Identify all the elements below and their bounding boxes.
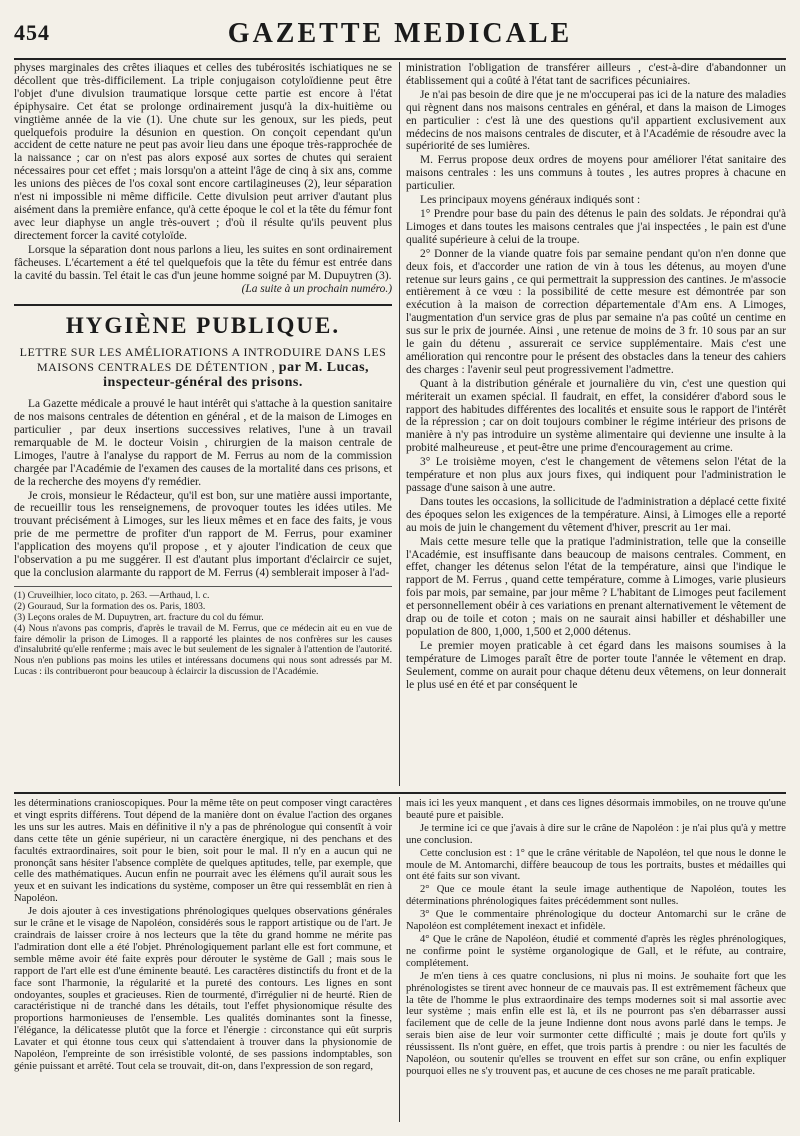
- letter-title: [14, 345, 392, 390]
- footnote: (3) Leçons orales de M. Dupuytren, art. fracture du col du fémur.: [14, 611, 264, 623]
- article-paragraph: 2° Donner de la viande quatre fois par semaine pendant qu'on n'en donne que deux fois, et d'accorder une ration de vin à tous les détenus, au moyen d'une retenue sur leurs gains , ce qui permettrait la suppression des cantines. Je m'associe entièrement à ce vœu : la possibilité de cette mesure est démontrée par son exécution à la maison de correction départementale d'Am ens. A Limoges, l'augmentation d'un service gras de plus par semaine n'a pas coûté un centime en sus sur le prix de journée. Ainsi , une retenue de moins de 3 fr. 10 sous par an sur le gain du détenu , assurerait ce service supplémentaire. Mais c'est une amélioration qui rencontre pour le présent des obstacles dans la teneur des cahiers des charges : l'avenir seul peut progressivement l'admettre.: [406, 247, 786, 376]
- letter-title-role: inspecteur-général des prisons.: [103, 375, 303, 391]
- letter-title-main: LETTRE SUR LES AMÉLIORATIONS A INTRODUIRE DANS LES MAISONS CENTRALES DE DÉTENTION ,: [19, 345, 387, 375]
- footnote: (2) Gouraud, Sur la formation des os. Paris, 1803.: [14, 600, 206, 612]
- page-number: 454: [14, 20, 50, 45]
- article-paragraph: Lorsque la séparation dont nous parlons a lieu, les suites en sont ordinairement fâcheuses. L'écartement a été tel quelquefois que la tête du fémur est entrée dans la cavité du bassin. Tel était le cas d'un jeune homme soigné par M. Dupuytren (3).: [14, 243, 392, 282]
- article-paragraph: Dans toutes les occasions, la sollicitude de l'administration a déplacé cette fixité des époques selon les exigences de la température. Ainsi, à Limoges elle a reporté au mois de juin le changement du vêtement d'hiver, prescrit au 1er mai.: [406, 495, 786, 534]
- article-paragraph: Je n'ai pas besoin de dire que je ne m'occuperai pas ici de la nature des maladies qui règnent dans nos maisons centrales en général, et dans la maison de Limoges en particulier : c'est là une des questions qu'il appartient exclusivement aux médecins de nos maisons centrales de discuter, et à l'Académie de résoudre avec la supériorité de ses lumières.: [406, 88, 786, 153]
- article-paragraph: les déterminations cranioscopiques. Pour la même tête on peut composer vingt caractères et vingt esprits différens. Tout dépend de la manière dont on évalue l'action des organes les uns sur les autres. Mais en définitive il n'y a pas de phrénologue qui consentît à voir dans cette tête un génie supérieur, ni un caractère énergique, ni des penchans et des facultés extraordinaires, soit pour le bien, soit pour le mal. Il n'y en a aucun qui ne prononçât sans hésiter l'absence complète de quelques aptitudes, telle, par exemple, que celle des mathématiques. Aucun enfin ne pourrait avec les élémens qu'il aurait sous les yeux et en suivant les indications du système, composer un être qui ressemblât en rien à Napoléon.: [14, 798, 392, 905]
- upper-right-column: [406, 62, 786, 786]
- lower-column-rule: [399, 797, 400, 1122]
- footnote: (1) Cruveilhier, loco citato, p. 263. —Arthaud, l. c.: [14, 589, 210, 601]
- continued-note: (La suite à un prochain numéro.): [241, 283, 392, 296]
- page-header: [14, 14, 786, 58]
- article-paragraph: 2° Que ce moule étant la seule image authentique de Napoléon, toutes les déterminations phrénologiques faites précédemment sont nulles.: [406, 884, 786, 908]
- article-paragraph: physes marginales des crêtes iliaques et celles des tubérosités ischiatiques ne se décollent que très-difficilement. La triple conjugaison cotyloïdienne peut être l'objet d'une divulsion traumatique lorsque cette partie est encore à l'état épiphysaire. Cet état se prolonge ordinairement jusqu'à la dix-huitième ou vingtième année de la vie (1). Une chute sur les genoux, sur les pieds, peut quelquefois produire la désunion en question. On conçoit cependant qu'un accident de cette nature ne peut pas avoir lieu dans une époque très-rapprochée de la naissance ; car on n'est pas alors exposé aux sortes de chutes qui seraient nécessaires pour cet effet ; mais lorsqu'on a atteint l'âge de cinq à six ans, comme les unions des pièces de l'os coxal sont encore cartilagineuses (2), leur séparation n'est ni impossible ni même difficile. Cette divulsion peut arriver d'autant plus aisément dans la première enfance, qu'à cette époque le col et la tête du fémur font avec leur diaphyse un angle très-ouvert ; d'où il résulte qu'ils peuvent plus directement forcer la cavité cotyloïde.: [14, 62, 392, 242]
- article-paragraph: mais ici les yeux manquent , et dans ces lignes désormais immobiles, on ne trouve qu'une beauté pure et paisible.: [406, 798, 786, 821]
- article-paragraph: Le premier moyen praticable à cet égard dans les maisons soumises à la température de Limoges paraît être de porter toute l'année le vêtement en drap. Seulement, comme on aurait pour chaque détenu deux vêtemens, on leur donnerait le plus usé en été et par conséquent le: [406, 639, 786, 691]
- masthead: GAZETTE MEDICALE: [227, 18, 573, 49]
- lower-right-column: [406, 798, 786, 1122]
- header-rule: [14, 58, 786, 60]
- upper-column-rule: [399, 62, 400, 786]
- article-paragraph: Je termine ici ce que j'avais à dire sur le crâne de Napoléon : je n'ai plus qu'à y mettre une conclusion.: [406, 822, 786, 846]
- letter-title-author: par M. Lucas,: [278, 360, 370, 376]
- article-paragraph: Je dois ajouter à ces investigations phrénologiques quelques observations générales sur le crâne et le visage de Napoléon, considérés sous le rapport artistique ou de l'art. Je craindrais de laisser croire à nos lecteurs que la tête du grand homme ne mérite pas l'admiration dont elle a été l'objet. Phrénologiquement parlant elle est fort commune, et semble même avoir été faite exprès pour dérouter le système de Gall ; mais sous le rapport de l'art elle est d'une éminente beauté. Les caractères distinctifs du front et de la face sont l'harmonie, la régularité et la pureté des contours. Les lignes en sont ondoyantes, souples et gracieuses. Rien de tourmenté, d'irrégulier ni de heurté. Rien de caractéristique ni de tranché dans les détails, tout l'effet physionomique résulte des proportions harmonieuses de l'ensemble. Les qualités dominantes sont la finesse, l'élégance, la délicatesse plutôt que la force et l'énergie : circonstance qui eût surpris Lavater et qui étonne tous ceux qui s'attendaient à trouver dans la physionomie de Napoléon, l'empreinte de son irrésistible volonté, de ses passions indomptables, son génie puissant et arrêté. Tout cela se trouvait, dit-on, dans l'expression de son regard,: [14, 906, 392, 1072]
- article-paragraph: Mais cette mesure telle que la pratique l'administration, telle que la conseille l'Académie, est insuffisante dans beaucoup de maisons centrales. Comment, en effet, changer les détenus selon l'état de la température, ainsi que l'indique le rapport de M. Ferrus , quand cette température, comme à Limoges, varie plusieurs fois par mois, par semaine, par jour même ? L'habitant de Limoges peut facilement et personnellement obéir à ces variations en prenant alternativement le vêtement de drap ou de toile et coton ; mais on ne saurait ainsi habiller et déshabiller une population de 800, 1,000, 1,500 et 2,000 détenus.: [406, 535, 786, 638]
- article-paragraph: ministration l'obligation de transférer ailleurs , c'est-à-dire d'abandonner un établissement qui a coûté à l'état tant de sacrifices pécuniaires.: [406, 62, 786, 87]
- article-paragraph: Cette conclusion est : 1° que le crâne véritable de Napoléon, tel que nous le donne le moule de M. Antomarchi, diffère beaucoup de tous les portraits, bustes et médailles qui ont été faits sur son vivant.: [406, 847, 786, 883]
- article-paragraph: Les principaux moyens généraux indiqués sont :: [420, 194, 641, 207]
- footnote: (4) Nous n'avons pas compris, d'après le travail de M. Ferrus, que ce médecin ait eu en vue de faire démolir la prison de Limoges. Il a rapporté les plaintes de nos confrères sur les causes d'insalubrité qu'elle renferme ; mais avec le but seulement de les signaler à l'attention de l'autorité. Nous n'en publions pas moins les utiles et intéressans documens qui nous sont adressés par M. Lucas : ils contribueront pour beaucoup à éclaircir la discussion de l'Académie.: [14, 622, 392, 678]
- article-paragraph: M. Ferrus propose deux ordres de moyens pour améliorer l'état sanitaire des maisons centrales : les uns communs à toutes , les autres propres à chacune en particulier.: [406, 154, 786, 193]
- article-paragraph: 4° Que le crâne de Napoléon, étudié et commenté d'après les règles phrénologiques, ne confirme point le système organologique de Gall, et le réfute, au contraire, complétement.: [406, 933, 786, 969]
- lower-left-column: [14, 798, 392, 1122]
- section-rule: [14, 304, 392, 306]
- letter-paragraph: La Gazette médicale a prouvé le haut intérêt qui s'attache à la question sanitaire de nos maisons centrales de détention en général , et de la maison de Limoges en particulier , par deux insertions successives relatives, l'une à un travail remarquable de M. le docteur Voisin , chirurgien de la maison centrale de Limoges, l'autre à l'analyse du rapport de M. Ferrus au nom de la commission chargée par l'Académie de l'examen des causes de la mortalité dans ces prisons, et de la recherche des moyens d'y remédier.: [14, 398, 392, 488]
- article-paragraph: 3° Le troisième moyen, c'est le changement de vêtemens selon l'état de la température et non plus aux jours fixes, qui indiquent pour l'administration le passage d'une saison à une autre.: [406, 456, 786, 494]
- section-divider: [14, 792, 786, 794]
- section-title: HYGIÈNE PUBLIQUE.: [65, 313, 341, 339]
- article-paragraph: 1° Prendre pour base du pain des détenus le pain des soldats. Je répondrai qu'à Limoges et dans toutes les maisons centrales que j'ai inspectées , le pain est d'une qualité supérieure à celui de la troupe.: [406, 207, 786, 246]
- article-paragraph: 3° Que le commentaire phrénologique du docteur Antomarchi sur le crâne de Napoléon est complétement inexact et infidèle.: [406, 909, 786, 933]
- article-paragraph: Je m'en tiens à ces quatre conclusions, ni plus ni moins. Je souhaite fort que les phrénologistes se tirent avec honneur de ce mauvais pas. Il est extrêmement fâcheux que la tête de l'homme le plus extraordinaire des temps modernes soit si mal assortie avec leur système ; mais enfin elle est là, et ils ne pourront pas s'en débarrasser aussi facilement que de celle de la jeune Indienne dont nous avons parlé dans le temps. Je serais bien aise de leur voir surmonter cette difficulté ; mais je doute fort qu'ils y réussissent. Ils n'ont guère, en effet, que trois partis à prendre : ou nier les facultés de Napoléon, ou soutenir qu'elles se trouvent en effet sur son crâne, ou enfin expliquer pourquoi elles ne s'y trouvent pas, et aucune de ces choses ne me paraît praticable.: [406, 970, 786, 1077]
- footnotes: [14, 586, 392, 678]
- letter-paragraph: Je crois, monsieur le Rédacteur, qu'il est bon, sur une matière aussi importante, de recueillir tous les renseignemens, de provoquer toutes les idées utiles. Me trouvant précisément à Limoges, sur les lieux mêmes et en face des faits, je vous prie de me permettre de profiter d'un rapport de M. Ferrus, pour examiner l'application des moyens qu'il propose , et y ajouter l'indication de ceux que l'observation a pu me suggérer. Il est d'autant plus important d'éclaircir ce sujet, que la conclusion alarmante du rapport de M. Ferrus (4) semblerait imposer à l'ad-: [14, 489, 392, 579]
- upper-left-column: [14, 62, 392, 786]
- article-paragraph: Quant à la distribution générale et journalière du vin, c'est une question qui mériterait un examen spécial. Il faudrait, en effet, la considérer d'abord sous le rapport des habitudes différentes des localités et ensuite sous le rapport de l'intérêt de la répression ; car on doit toujours combiner le régime intérieur des prisons de manière à n'y pas introduire un système alimentaire qui devienne une insulte à la probité malheureuse , et peut-être une prime d'encouragement au crime.: [406, 377, 786, 455]
